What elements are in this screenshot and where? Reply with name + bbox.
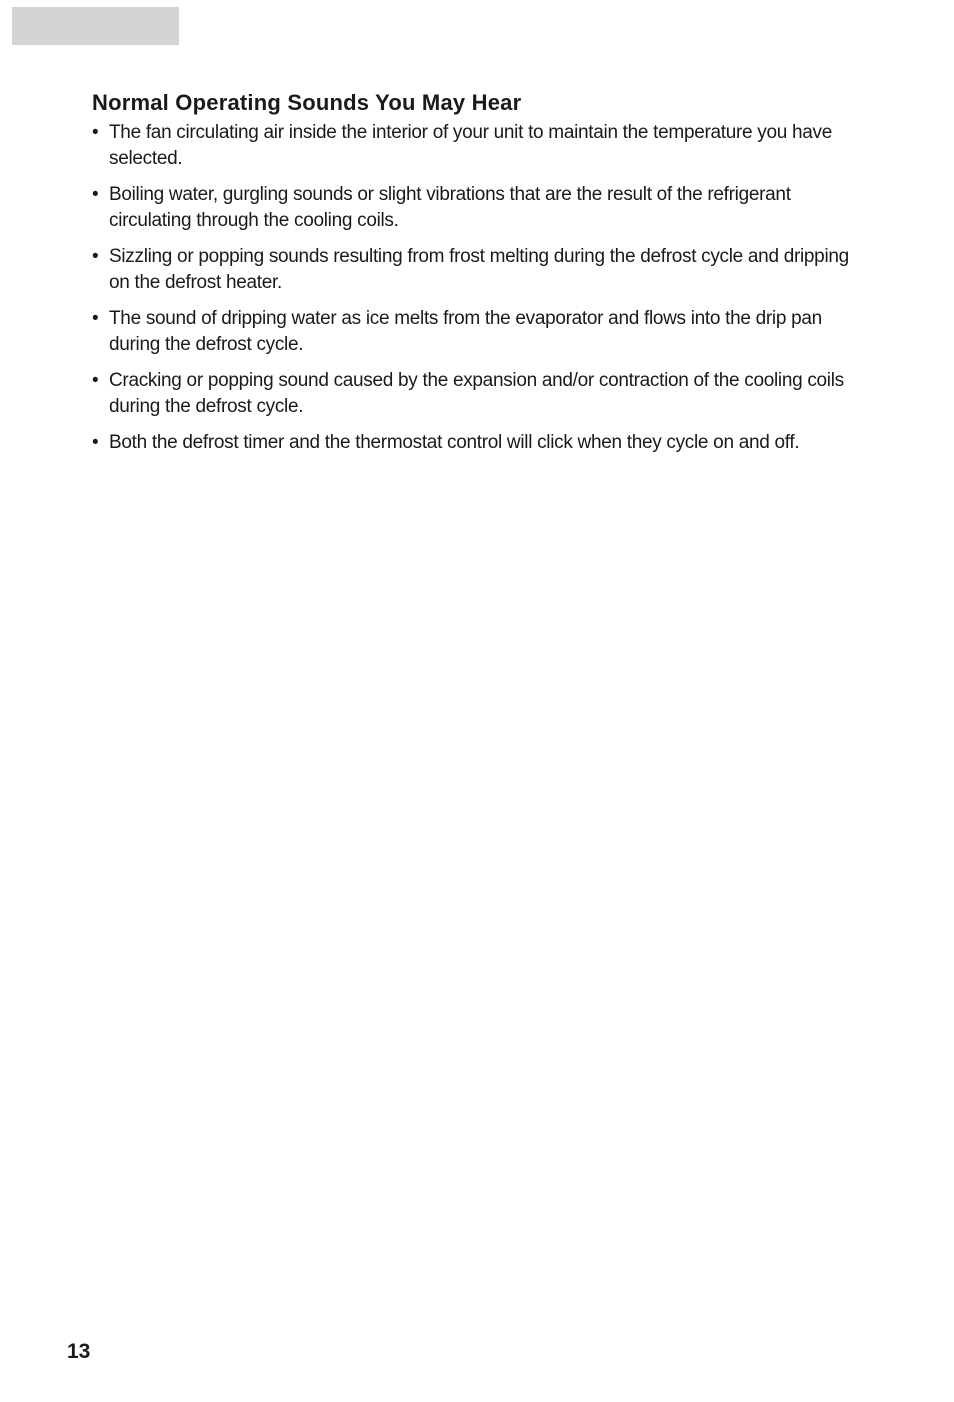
list-item bbox=[92, 306, 862, 358]
bullet-list bbox=[92, 120, 862, 456]
list-item bbox=[92, 120, 862, 172]
bullet-icon: • bbox=[92, 370, 99, 391]
bullet-icon: • bbox=[92, 432, 99, 453]
list-item-text: Both the defrost timer and the thermostat control will click when they cycle on and off. bbox=[109, 432, 800, 453]
list-item bbox=[92, 430, 862, 456]
list-item bbox=[92, 368, 862, 420]
section-title: Normal Operating Sounds You May Hear bbox=[92, 90, 522, 115]
content-section bbox=[92, 90, 862, 466]
bullet-icon: • bbox=[92, 308, 99, 329]
list-item-text: The fan circulating air inside the interior of your unit to maintain the temperature you have selected. bbox=[109, 122, 833, 169]
list-item bbox=[92, 182, 862, 234]
list-item-text: Boiling water, gurgling sounds or slight vibrations that are the result of the refrigerant circulating through the cooling coils. bbox=[109, 184, 791, 231]
list-item-text: The sound of dripping water as ice melts from the evaporator and flows into the drip pan during the defrost cycle. bbox=[109, 308, 822, 355]
section-tab-marker bbox=[12, 7, 179, 45]
list-item bbox=[92, 244, 862, 296]
bullet-icon: • bbox=[92, 246, 99, 267]
list-item-text: Cracking or popping sound caused by the expansion and/or contraction of the cooling coils during the defrost cycle. bbox=[109, 370, 844, 417]
bullet-icon: • bbox=[92, 184, 99, 205]
list-item-text: Sizzling or popping sounds resulting from frost melting during the defrost cycle and dripping on the defrost heater. bbox=[109, 246, 849, 293]
page-number: 13 bbox=[67, 1340, 91, 1363]
bullet-icon: • bbox=[92, 122, 99, 143]
